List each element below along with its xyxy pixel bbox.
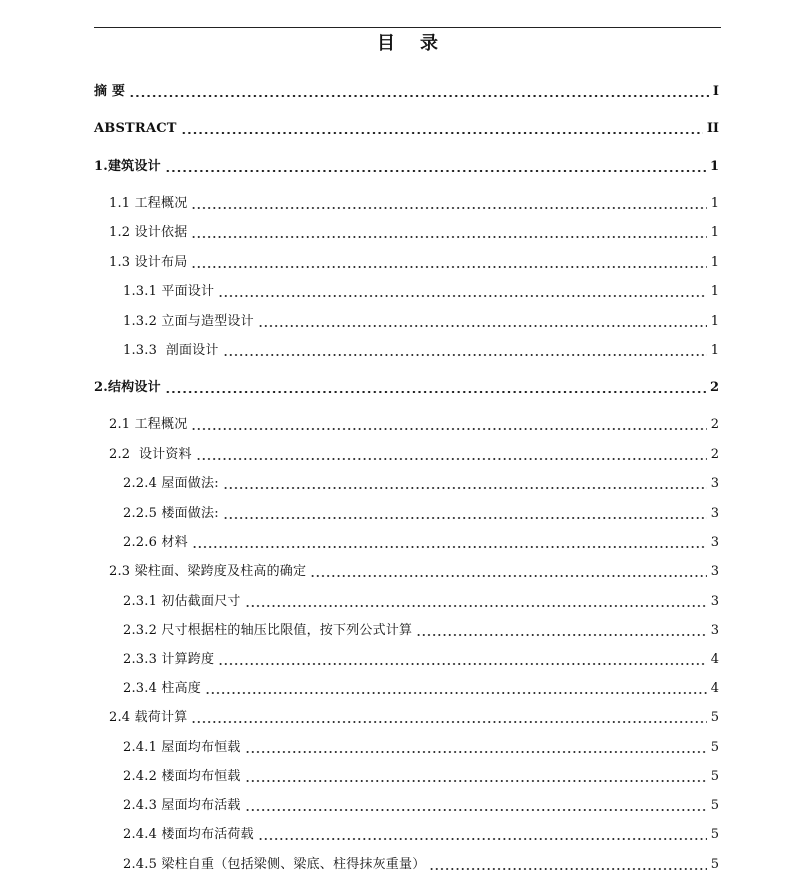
dot-leader (218, 295, 707, 297)
toc-entry-page: 1 (710, 343, 719, 358)
dot-leader (191, 721, 706, 723)
toc-entry-page: 4 (710, 681, 719, 696)
toc-entry-text: 2.1 工程概况 (109, 417, 188, 432)
toc-entry-1-3-2[interactable] (123, 310, 719, 330)
toc-entry-text: 2.2.6 材料 (123, 535, 188, 550)
toc-entry-text: 2.2.4 屋面做法: (123, 476, 219, 491)
toc-entry-page: 1 (710, 255, 719, 270)
toc-entry-page: 1 (709, 159, 719, 174)
toc-entry-page: 5 (710, 769, 719, 784)
dot-leader (191, 266, 706, 268)
toc-entry-2-4-4[interactable] (123, 823, 719, 843)
toc-entry-2-4-5[interactable] (123, 853, 719, 873)
dot-leader (223, 517, 707, 519)
toc-entry-page: I (712, 84, 719, 99)
toc-entry-text: 1.3.3 剖面设计 (123, 343, 219, 358)
dot-leader (429, 868, 706, 870)
toc-entry-text: 2.4.1 屋面均布恒载 (123, 740, 241, 755)
toc-entry-chapter-2[interactable] (94, 376, 719, 396)
dot-leader (218, 663, 707, 665)
toc-entry-1-2[interactable] (109, 221, 719, 241)
toc-entry-page: 1 (710, 284, 719, 299)
toc-entry-text: 2.结构设计 (94, 380, 161, 395)
dot-leader (191, 428, 706, 430)
toc-entry-2-3-3[interactable] (123, 648, 719, 668)
dot-leader (205, 692, 707, 694)
toc-entry-text: 2.3.4 柱高度 (123, 681, 202, 696)
toc-entry-text: 2.4.3 屋面均布活载 (123, 798, 241, 813)
toc-entry-page: 1 (710, 196, 719, 211)
toc-entry-text: 1.3.1 平面设计 (123, 284, 215, 299)
toc-entry-2-3-2[interactable] (123, 619, 719, 639)
dot-leader (245, 809, 707, 811)
toc-entry-chapter-1[interactable] (94, 155, 719, 175)
toc-entry-text: ABSTRACT (94, 121, 177, 136)
dot-leader (258, 325, 707, 327)
header-rule (94, 27, 721, 28)
toc-entry-2-3[interactable] (109, 560, 719, 580)
toc-entry-page: 5 (710, 857, 719, 872)
toc-entry-text: 2.3.2 尺寸根据柱的轴压比限值，按下列公式计算 (123, 623, 413, 638)
toc-entry-text: 1.3 设计布局 (109, 255, 188, 270)
toc-entry-page: 3 (710, 476, 719, 491)
dot-leader (223, 487, 707, 489)
toc-title: 目 录 (376, 33, 439, 54)
toc-entry-2-3-4[interactable] (123, 677, 719, 697)
toc-entry-text: 2.4.5 梁柱自重（包括梁侧、梁底、柱得抹灰重量） (123, 857, 426, 872)
toc-entry-text: 2.3.3 计算跨度 (123, 652, 215, 667)
toc-entry-text: 1.建筑设计 (94, 159, 161, 174)
toc-entry-2-2-4[interactable] (123, 472, 719, 492)
toc-entry-page: 5 (710, 827, 719, 842)
toc-entry-2-4-1[interactable] (123, 736, 719, 756)
dot-leader (245, 751, 707, 753)
dot-leader (223, 354, 707, 356)
toc-entry-2-2[interactable] (109, 443, 719, 463)
dot-leader (192, 546, 707, 548)
toc-entry-page: 2 (710, 447, 719, 462)
toc-entry-1-3[interactable] (109, 251, 719, 271)
dot-leader (181, 132, 703, 134)
toc-entry-1-1[interactable] (109, 192, 719, 212)
dot-leader (165, 391, 706, 393)
toc-entry-abstract-en[interactable] (94, 117, 719, 137)
toc-entry-page: 5 (710, 798, 719, 813)
dot-leader (245, 605, 707, 607)
dot-leader (191, 207, 706, 209)
dot-leader (165, 170, 706, 172)
toc-entry-2-4-3[interactable] (123, 794, 719, 814)
dot-leader (310, 575, 707, 577)
toc-entry-1-3-1[interactable] (123, 280, 719, 300)
dot-leader (129, 95, 709, 97)
toc-entry-text: 1.1 工程概况 (109, 196, 188, 211)
toc-entry-text: 2.4.4 楼面均布活荷载 (123, 827, 254, 842)
toc-entry-text: 1.3.2 立面与造型设计 (123, 314, 254, 329)
toc-entry-page: 5 (710, 710, 719, 725)
toc-entry-text: 2.2.5 楼面做法: (123, 506, 219, 521)
toc-entry-text: 2.3.1 初估截面尺寸 (123, 594, 241, 609)
toc-entry-2-2-6[interactable] (123, 531, 719, 551)
toc-entry-page: 3 (710, 564, 719, 579)
toc-entry-page: 2 (710, 417, 719, 432)
toc-entry-page: 4 (710, 652, 719, 667)
toc-entry-2-4-2[interactable] (123, 765, 719, 785)
toc-entry-1-3-3[interactable] (123, 339, 719, 359)
toc-entry-text: 2.4 载荷计算 (109, 710, 188, 725)
dot-leader (196, 458, 707, 460)
toc-entry-page: 2 (709, 380, 719, 395)
toc-entry-page: 3 (710, 506, 719, 521)
toc-entry-page: 3 (710, 594, 719, 609)
toc-entry-2-3-1[interactable] (123, 590, 719, 610)
toc-entry-abstract-cn[interactable] (94, 80, 719, 100)
toc-entry-text: 摘 要 (94, 84, 126, 99)
toc-entry-page: 3 (710, 535, 719, 550)
toc-entry-2-1[interactable] (109, 413, 719, 433)
dot-leader (245, 780, 707, 782)
toc-entry-page: 1 (710, 225, 719, 240)
toc-entry-text: 2.2 设计资料 (109, 447, 192, 462)
toc-entry-page: 5 (710, 740, 719, 755)
dot-leader (258, 838, 707, 840)
dot-leader (191, 236, 706, 238)
toc-entry-2-2-5[interactable] (123, 502, 719, 522)
toc-entry-page: 1 (710, 314, 719, 329)
toc-entry-2-4[interactable] (109, 706, 719, 726)
toc-entry-text: 1.2 设计依据 (109, 225, 188, 240)
toc-entry-page: II (706, 121, 719, 136)
dot-leader (416, 634, 707, 636)
toc-entry-page: 3 (710, 623, 719, 638)
toc-entry-text: 2.4.2 楼面均布恒载 (123, 769, 241, 784)
toc-entry-text: 2.3 梁柱面、梁跨度及柱高的确定 (109, 564, 307, 579)
